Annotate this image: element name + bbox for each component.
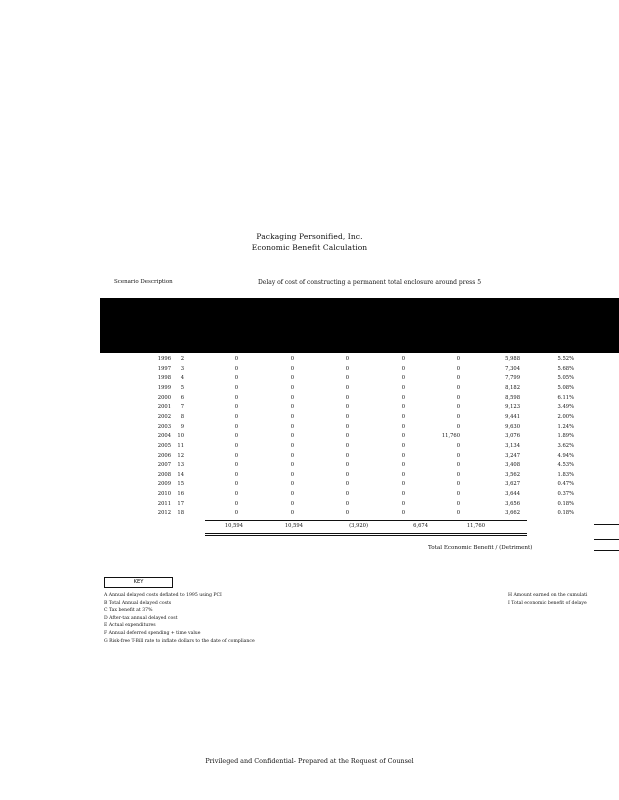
row-period: 10 [177, 433, 184, 440]
key-list-right [508, 592, 587, 607]
row-col-f: 3,562 [505, 471, 520, 478]
row-col-c: 0 [345, 384, 349, 391]
row-period: 5 [180, 384, 184, 391]
row-col-f: 5,988 [505, 356, 520, 362]
row-year: 2001 [157, 404, 171, 411]
row-col-e: 0 [456, 423, 460, 430]
row-col-c: 0 [345, 471, 349, 478]
total-d: 6,674 [413, 523, 428, 529]
key-item: E Actual expenditures [104, 623, 156, 629]
row-col-e: 0 [456, 471, 460, 478]
row-year: 1996 [157, 356, 171, 362]
row-col-f: 3,662 [505, 510, 520, 517]
row-col-f: 9,630 [505, 423, 520, 430]
row-period: 4 [180, 375, 184, 382]
row-col-d: 0 [401, 433, 405, 440]
row-year: 2004 [157, 433, 171, 440]
row-col-d: 0 [401, 500, 405, 507]
row-col-g: 1.24% [557, 423, 574, 430]
row-col-g: 2.00% [557, 413, 574, 420]
row-year: 2005 [157, 442, 171, 449]
row-col-a: 0 [234, 510, 238, 517]
row-year: 1998 [157, 375, 171, 382]
table-row [0, 443, 619, 453]
row-col-e: 0 [456, 384, 460, 391]
row-col-b: 0 [290, 462, 294, 469]
table-row [0, 453, 619, 463]
row-col-d: 0 [401, 413, 405, 420]
row-year: 1997 [157, 365, 171, 372]
row-col-c: 0 [345, 442, 349, 449]
row-col-g: 0.18% [557, 510, 574, 517]
row-col-f: 9,123 [505, 404, 520, 411]
row-col-g: 5.52% [557, 356, 574, 362]
row-col-c: 0 [345, 356, 349, 362]
row-col-e: 0 [456, 375, 460, 382]
row-year: 1999 [157, 384, 171, 391]
row-col-e: 0 [456, 413, 460, 420]
right-rule-1 [594, 524, 619, 525]
row-col-c: 0 [345, 423, 349, 430]
row-col-b: 0 [290, 375, 294, 382]
row-col-f: 3,656 [505, 500, 520, 507]
row-col-g: 1.83% [557, 471, 574, 478]
row-col-b: 0 [290, 442, 294, 449]
row-col-e: 0 [456, 356, 460, 362]
row-col-c: 0 [345, 452, 349, 459]
row-col-a: 0 [234, 384, 238, 391]
row-col-f: 3,134 [505, 442, 520, 449]
row-col-g: 4.94% [557, 452, 574, 459]
row-col-b: 0 [290, 481, 294, 488]
row-col-c: 0 [345, 462, 349, 469]
key-item: B Total Annual delayed costs [104, 600, 172, 606]
row-col-a: 0 [234, 423, 238, 430]
row-col-g: 5.08% [557, 384, 574, 391]
row-col-b: 0 [290, 394, 294, 401]
row-col-a: 0 [234, 491, 238, 498]
row-year: 2003 [157, 423, 171, 430]
row-col-a: 0 [234, 500, 238, 507]
row-col-a: 0 [234, 365, 238, 372]
row-col-b: 0 [290, 491, 294, 498]
row-col-a: 0 [234, 452, 238, 459]
row-col-c: 0 [345, 481, 349, 488]
document-subtitle: Economic Benefit Calculation [251, 243, 368, 252]
row-col-f: 8,182 [505, 384, 520, 391]
row-col-a: 0 [234, 356, 238, 362]
row-col-g: 3.49% [557, 404, 574, 411]
row-col-b: 0 [290, 452, 294, 459]
row-period: 17 [177, 500, 184, 507]
row-period: 16 [177, 491, 184, 498]
company-name: Packaging Personified, Inc. [256, 232, 363, 241]
row-year: 2002 [157, 413, 171, 420]
row-col-c: 0 [345, 365, 349, 372]
table-row [0, 375, 619, 385]
row-col-e: 0 [456, 500, 460, 507]
table-row [0, 414, 619, 424]
row-year: 2009 [157, 481, 171, 488]
row-col-d: 0 [401, 452, 405, 459]
row-col-d: 0 [401, 394, 405, 401]
row-col-d: 0 [401, 491, 405, 498]
row-col-d: 0 [401, 365, 405, 372]
row-year: 2000 [157, 394, 171, 401]
row-period: 12 [177, 452, 184, 459]
row-col-f: 7,304 [505, 365, 520, 372]
row-col-d: 0 [401, 442, 405, 449]
table-row [0, 462, 619, 472]
row-col-c: 0 [345, 375, 349, 382]
row-col-f: 3,644 [505, 491, 520, 498]
row-year: 2006 [157, 452, 171, 459]
row-year: 2011 [157, 500, 171, 507]
row-col-c: 0 [345, 491, 349, 498]
row-col-a: 0 [234, 471, 238, 478]
row-col-f: 9,441 [505, 413, 520, 420]
row-col-a: 0 [234, 375, 238, 382]
row-col-e: 0 [456, 491, 460, 498]
row-col-f: 8,598 [505, 394, 520, 401]
row-period: 6 [180, 394, 184, 401]
row-year: 2010 [157, 491, 171, 498]
row-period: 7 [180, 404, 184, 411]
table-row [0, 433, 619, 443]
row-col-e: 0 [456, 510, 460, 517]
key-list [104, 592, 255, 645]
row-col-f: 7,799 [505, 375, 520, 382]
row-col-e: 0 [456, 394, 460, 401]
row-period: 8 [180, 413, 184, 420]
row-col-g: 3.62% [557, 442, 574, 449]
row-period: 11 [177, 442, 184, 449]
row-col-a: 0 [234, 404, 238, 411]
row-col-g: 0.37% [557, 491, 574, 498]
table-row [0, 501, 619, 511]
row-period: 2 [180, 356, 184, 362]
row-col-e: 11,760 [441, 433, 460, 440]
key-item-right: I Total economic benefit of delaye [508, 600, 587, 606]
table-row [0, 424, 619, 434]
row-col-c: 0 [345, 394, 349, 401]
total-a: 10,594 [224, 523, 243, 529]
row-col-c: 0 [345, 404, 349, 411]
row-col-b: 0 [290, 413, 294, 420]
row-col-b: 0 [290, 433, 294, 440]
row-col-f: 3,627 [505, 481, 520, 488]
row-col-c: 0 [345, 413, 349, 420]
key-item-right: H Amount earned on the cumulati [508, 593, 588, 598]
table-row [0, 472, 619, 482]
total-benefit-label: Total Economic Benefit / (Detriment) [428, 545, 533, 551]
key-item: C Tax benefit at 37% [104, 608, 153, 614]
right-rule-3 [594, 550, 619, 551]
totals-rule-bottom [205, 533, 527, 534]
row-col-a: 0 [234, 481, 238, 488]
table-row [0, 491, 619, 501]
table-row [0, 385, 619, 395]
row-col-g: 1.89% [557, 433, 574, 440]
total-b: 10,594 [284, 523, 303, 529]
table-row [0, 481, 619, 491]
table-row [0, 395, 619, 405]
row-col-d: 0 [401, 404, 405, 411]
total-c: (3,920) [349, 523, 368, 529]
totals-rule-top [205, 520, 527, 521]
table-row [0, 404, 619, 414]
row-col-b: 0 [290, 500, 294, 507]
key-box: KEY [104, 577, 173, 588]
row-period: 15 [177, 481, 184, 488]
row-col-g: 0.18% [557, 500, 574, 507]
row-year: 2008 [157, 471, 171, 478]
row-col-b: 0 [290, 423, 294, 430]
row-col-d: 0 [401, 356, 405, 362]
row-col-e: 0 [456, 452, 460, 459]
row-col-e: 0 [456, 442, 460, 449]
row-col-g: 4.53% [557, 462, 574, 469]
row-col-g: 0.47% [557, 481, 574, 488]
row-year: 2012 [157, 510, 171, 517]
row-col-d: 0 [401, 375, 405, 382]
row-col-b: 0 [290, 384, 294, 391]
row-col-d: 0 [401, 481, 405, 488]
row-col-b: 0 [290, 365, 294, 372]
row-col-a: 0 [234, 442, 238, 449]
row-period: 14 [177, 471, 184, 478]
key-item: G Risk-free T-Bill rate to inflate dollars to the date of compliance [104, 638, 255, 644]
row-col-e: 0 [456, 462, 460, 469]
row-col-f: 3,076 [505, 433, 520, 440]
row-period: 3 [180, 365, 184, 372]
table-row [0, 366, 619, 376]
row-col-d: 0 [401, 423, 405, 430]
row-period: 9 [180, 423, 184, 430]
scenario-description: Delay of cost of constructing a permanent total enclosure around press 5 [258, 279, 482, 286]
row-col-b: 0 [290, 404, 294, 411]
row-col-b: 0 [290, 356, 294, 362]
row-period: 13 [177, 462, 184, 469]
row-col-f: 3,408 [505, 462, 520, 469]
confidentiality-footer: Privileged and Confidential- Prepared at the Request of Counsel [205, 757, 414, 765]
key-item: F Annual deferred spending + time value [104, 630, 201, 636]
row-col-g: 5.68% [557, 365, 574, 372]
row-col-c: 0 [345, 510, 349, 517]
totals-rule-double [205, 535, 527, 536]
row-period: 18 [177, 510, 184, 517]
table-row [0, 356, 619, 366]
row-col-g: 5.05% [557, 375, 574, 382]
key-item: A Annual delayed costs deflated to 1995 using PCI [104, 593, 222, 598]
row-col-c: 0 [345, 433, 349, 440]
table-row [0, 510, 619, 520]
row-col-d: 0 [401, 384, 405, 391]
row-col-d: 0 [401, 510, 405, 517]
row-col-b: 0 [290, 471, 294, 478]
key-item: D After-tax annual delayed cost [104, 615, 178, 621]
row-year: 2007 [157, 462, 171, 469]
total-e: 11,760 [466, 523, 485, 529]
right-rule-2 [594, 539, 619, 540]
row-col-a: 0 [234, 462, 238, 469]
row-col-g: 6.11% [557, 394, 574, 401]
row-col-a: 0 [234, 413, 238, 420]
row-col-d: 0 [401, 462, 405, 469]
row-col-f: 3,247 [505, 452, 520, 459]
redacted-column-headers [100, 298, 619, 353]
scenario-label: Scenario Description [114, 279, 173, 285]
row-col-a: 0 [234, 394, 238, 401]
row-col-a: 0 [234, 433, 238, 440]
row-col-d: 0 [401, 471, 405, 478]
totals-row [0, 523, 619, 532]
row-col-b: 0 [290, 510, 294, 517]
row-col-c: 0 [345, 500, 349, 507]
row-col-e: 0 [456, 365, 460, 372]
row-col-e: 0 [456, 404, 460, 411]
row-col-e: 0 [456, 481, 460, 488]
